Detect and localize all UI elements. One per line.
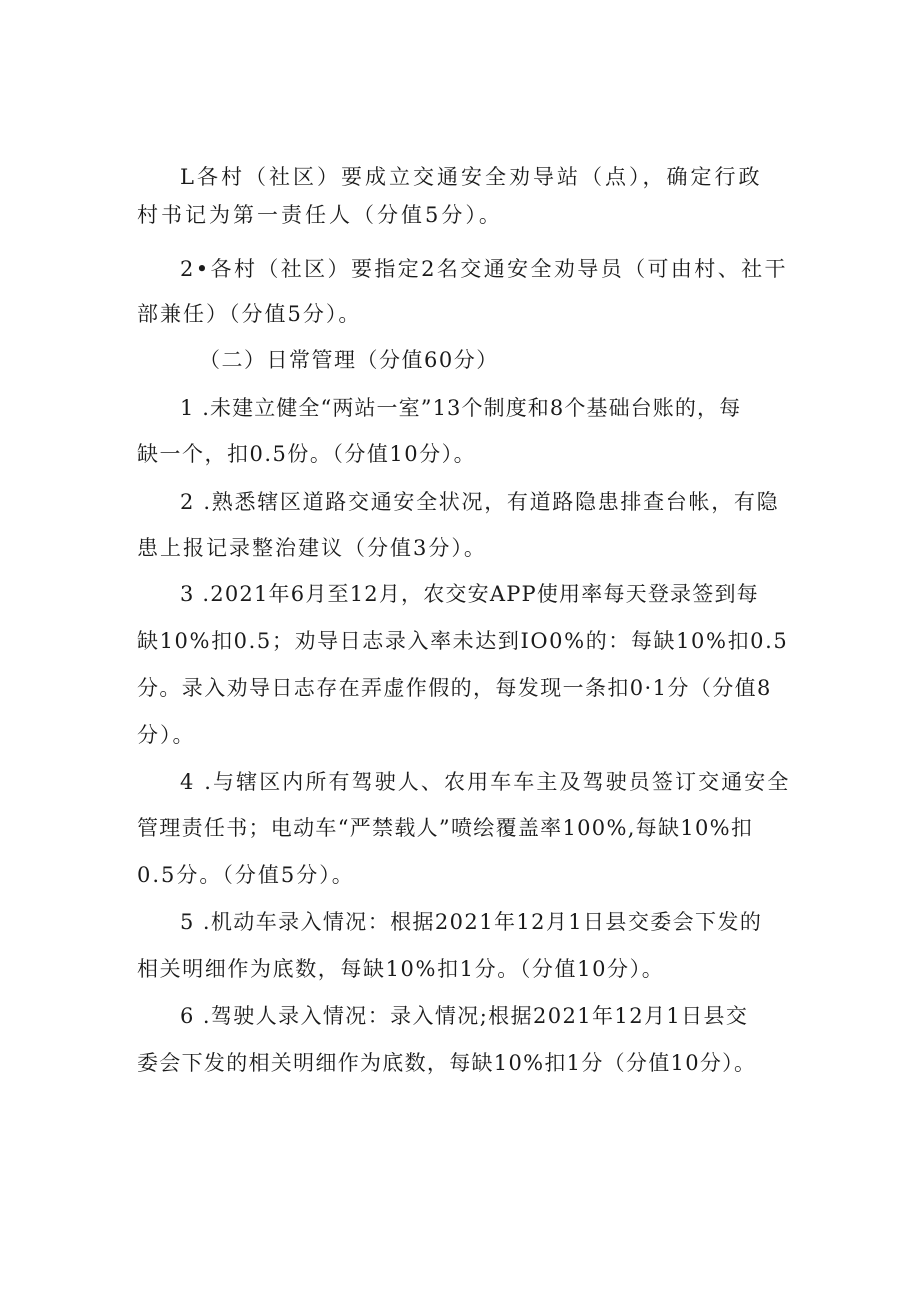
- text-line: 分）。: [137, 723, 196, 747]
- text-line: 患上报记录整治建议（分值3分）。: [137, 536, 487, 560]
- text-line: 分。录入劝导日志存在弄虚作假的，每发现一条扣0·1分（分值8: [137, 676, 772, 700]
- text-line: 4 .与辖区内所有驾驶人、农用车车主及驾驶员签订交通安全: [180, 770, 791, 794]
- text-line: 缺一个，扣0.5份。（分值10分）。: [137, 442, 477, 466]
- text-line: 缺10%扣0.5；劝导日志录入率未达到IO0%的：每缺10%扣0.5: [137, 629, 789, 653]
- text-line: 委会下发的相关明细作为底数，每缺10%扣1分（分值10分）。: [137, 1051, 757, 1075]
- text-line: 1 .未建立健全“两站一室”13个制度和8个基础台账的，每: [180, 396, 742, 420]
- text-line: 6 .驾驶人录入情况：录入情况;根据2021年12月1日县交: [180, 1004, 749, 1028]
- text-line: 部兼任）（分值5分）。: [137, 302, 362, 326]
- text-line: 0.5分。（分值5分）。: [137, 863, 355, 887]
- text-line: 相关明细作为底数，每缺10%扣1分。（分值10分）。: [137, 957, 665, 981]
- text-line: 管理责任书；电动车“严禁载人”喷绘覆盖率100%,每缺10%扣: [137, 816, 754, 840]
- text-line: 3 .2021年6月至12月，农交安APP使用率每天登录签到每: [180, 582, 759, 606]
- section-heading: （二）日常管理（分值60分）: [199, 348, 499, 372]
- text-line: 2 .熟悉辖区道路交通安全状况，有道路隐患排查台帐，有隐: [180, 490, 780, 514]
- text-line: 5 .机动车录入情况：根据2021年12月1日县交委会下发的: [180, 910, 763, 934]
- text-line: 村书记为第一责任人（分值5分）。: [137, 203, 503, 227]
- text-line: L各村（社区）要成立交通安全劝导站（点），确定行政: [180, 165, 763, 189]
- text-line: 2•各村（社区）要指定2名交通安全劝导员（可由村、社干: [180, 257, 788, 281]
